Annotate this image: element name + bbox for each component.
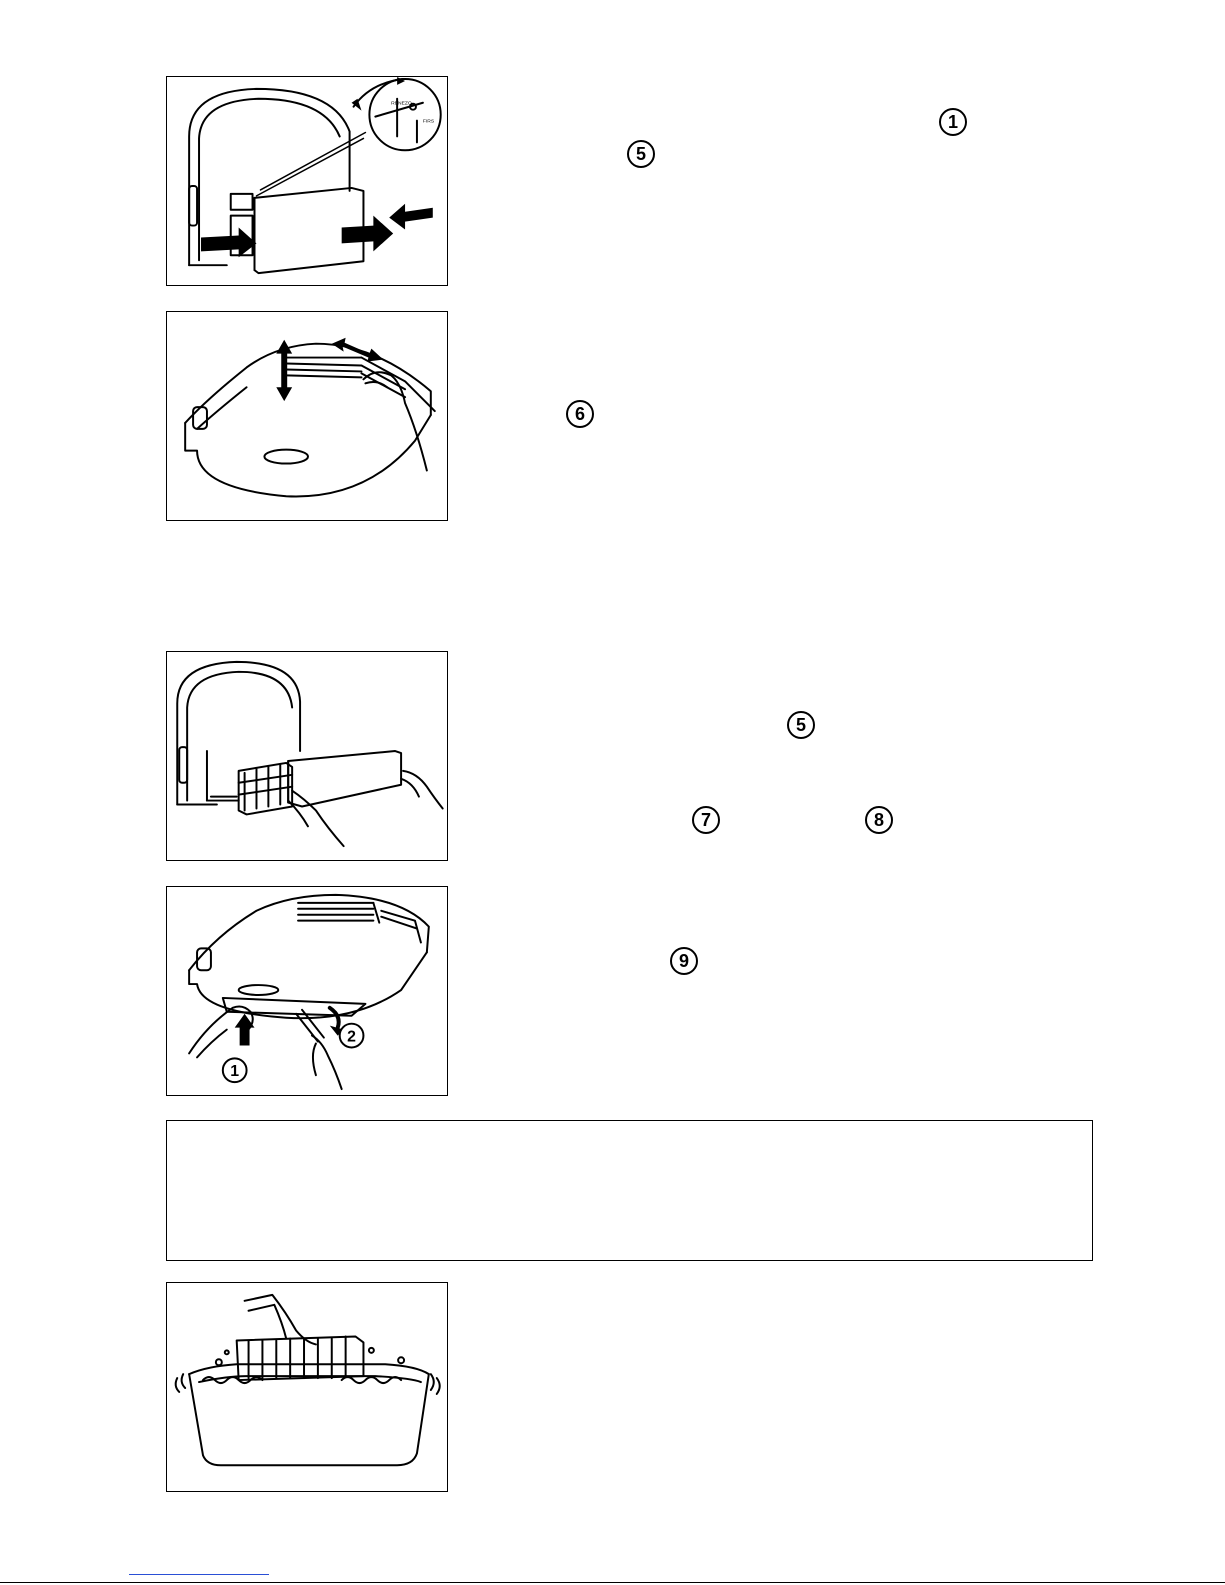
illustration-bottom-cover <box>167 887 447 1095</box>
callout-1: 1 <box>230 1063 240 1081</box>
dial-label-side: FIRS <box>422 119 435 125</box>
illustration-filter-removal <box>167 652 447 860</box>
illustration-grille <box>167 312 447 520</box>
dial-label-top: RENEZO <box>391 101 412 107</box>
footer-rule <box>0 1582 1225 1583</box>
figure-release-bottom-cover <box>166 886 448 1096</box>
step-marker-8: 8 <box>865 806 893 834</box>
figure-remove-side-panel <box>166 76 448 286</box>
step-marker-5b: 5 <box>787 711 815 739</box>
figure-wash-filter <box>166 1282 448 1492</box>
callout-2: 2 <box>347 1028 356 1046</box>
note-box <box>166 1120 1093 1261</box>
footer-link-underline <box>129 1574 269 1575</box>
step-marker-5: 5 <box>627 140 655 168</box>
illustration-wash-basin <box>167 1283 447 1491</box>
step-marker-7: 7 <box>692 806 720 834</box>
step-marker-9: 9 <box>670 947 698 975</box>
figure-adjust-grille <box>166 311 448 521</box>
illustration-side-panel <box>167 77 447 285</box>
figure-remove-filter <box>166 651 448 861</box>
step-marker-1: 1 <box>939 108 967 136</box>
step-marker-6: 6 <box>566 400 594 428</box>
